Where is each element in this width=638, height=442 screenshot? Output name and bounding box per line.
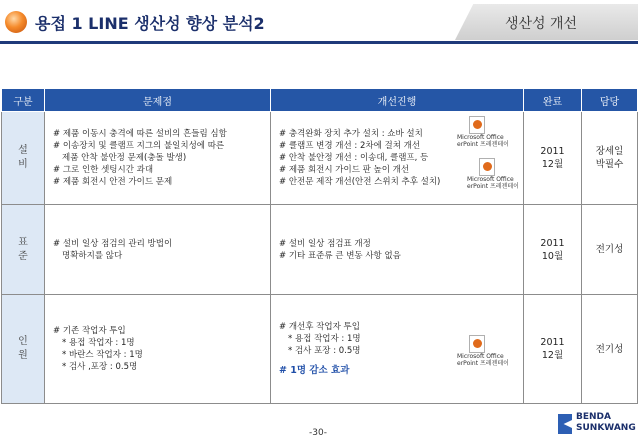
improvement-line: # 안착 불안정 개선 : 이송대, 클램프, 등 [279, 153, 429, 163]
owner-cell [582, 295, 638, 404]
logo-line-2: SUNKWANG [576, 423, 636, 433]
company-logo-text [576, 412, 636, 434]
attachment-caption: Microsoft Office erPoint 프레젠테이 [457, 353, 509, 367]
problem-line: 제품 안착 불안정 문제(충돌 발생) [62, 153, 187, 163]
owner-name: 전기성 [595, 244, 624, 255]
attachment-caption: Microsoft Office erPoint 프레젠테이 [457, 134, 509, 148]
logo-line-1: BENDA [576, 412, 611, 422]
completion-date: 2011 12월 [540, 337, 565, 361]
col-header-owner: 담당 [582, 89, 638, 112]
category-label: 인 원 [18, 336, 28, 361]
category-label: 표 준 [18, 236, 28, 262]
problem-line: * 검사 ,포장 : 0.5명 [62, 362, 138, 372]
completion-date: 2011 10월 [540, 237, 565, 262]
company-logo-icon [558, 414, 572, 434]
problem-line: # 제품 회전시 안전 가이드 문제 [53, 177, 173, 187]
owner-name: 전기성 [595, 343, 624, 355]
completion-cell [524, 295, 582, 404]
col-header-category: 구분 [2, 89, 45, 112]
improvement-line: # 개선후 작업자 투입 [279, 322, 360, 332]
table-header-row [2, 89, 638, 112]
improvement-table [1, 88, 638, 404]
category-cell [2, 295, 45, 404]
slide-header [0, 0, 638, 56]
problems-cell [45, 295, 271, 404]
improvement-line: # 클램프 변경 개선 : 2차에 걸쳐 개선 [279, 141, 421, 151]
problem-line: # 기존 작업자 투입 [53, 326, 126, 336]
improvements-cell [271, 112, 524, 205]
attachment-ppt-2[interactable] [467, 176, 529, 204]
completion-cell [524, 112, 582, 205]
orange-bullet-icon [5, 11, 27, 33]
effect-highlight: # 1명 감소 효과 [279, 365, 350, 376]
completion-date: 2011 12월 [540, 146, 565, 170]
table-row [2, 112, 638, 205]
owner-cell [582, 112, 638, 205]
improvement-line: # 설비 일상 점검표 개정 [279, 238, 371, 249]
problems-cell [45, 205, 271, 295]
problem-line: # 설비 일상 점검의 관리 방법이 [53, 238, 173, 249]
col-header-problems: 문제점 [45, 89, 271, 112]
improvement-line: # 기타 표준류 큰 변동 사항 없음 [279, 250, 401, 261]
improvement-line: # 안전문 제작 개선(안전 스위치 추후 설치) [279, 177, 441, 187]
col-header-completion: 완료 [524, 89, 582, 112]
problems-cell [45, 112, 271, 205]
table-row [2, 205, 638, 295]
col-header-improvements: 개선진행 [271, 89, 524, 112]
completion-cell [524, 205, 582, 295]
category-cell [2, 205, 45, 295]
improvement-line: * 용접 작업자 : 1명 [288, 334, 361, 344]
category-cell [2, 112, 45, 205]
page-number: -30- [309, 428, 327, 438]
problem-line: # 그로 인한 셋팅시간 과대 [53, 165, 154, 175]
owner-name: 장세일 박필수 [595, 146, 624, 170]
category-label: 설 비 [18, 145, 28, 170]
improvements-cell [271, 205, 524, 295]
improvement-line: * 검사 포장 : 0.5명 [288, 346, 361, 356]
header-tab-label: 생산성 개선 [505, 16, 578, 32]
powerpoint-icon [479, 158, 495, 176]
attachment-caption: Microsoft Office erPoint 프레젠테이 [467, 176, 519, 190]
improvements-cell [271, 295, 524, 404]
attachment-ppt-3[interactable] [457, 353, 519, 381]
problem-line: # 이송장치 및 클램프 지그의 불일치성에 따른 [53, 141, 225, 151]
owner-cell [582, 205, 638, 295]
problem-line: * 용접 작업자 : 1명 [62, 338, 135, 348]
powerpoint-icon [469, 116, 485, 134]
header-divider [0, 41, 638, 44]
table-row [2, 295, 638, 404]
improvement-line: # 충격완화 장치 추가 설치 : 쇼바 설치 [279, 129, 423, 139]
problem-line: # 제품 이동시 충격에 따른 설비의 흔들림 심함 [53, 129, 227, 139]
problem-line: * 바란스 작업자 : 1명 [62, 350, 143, 360]
powerpoint-icon [469, 335, 485, 353]
slide-title: 용접 1 LINE 생산성 향상 분석2 [35, 14, 265, 33]
problem-line: 명확하지를 않다 [62, 250, 123, 261]
improvement-line: # 제품 회전시 가이드 판 높이 개선 [279, 165, 410, 175]
